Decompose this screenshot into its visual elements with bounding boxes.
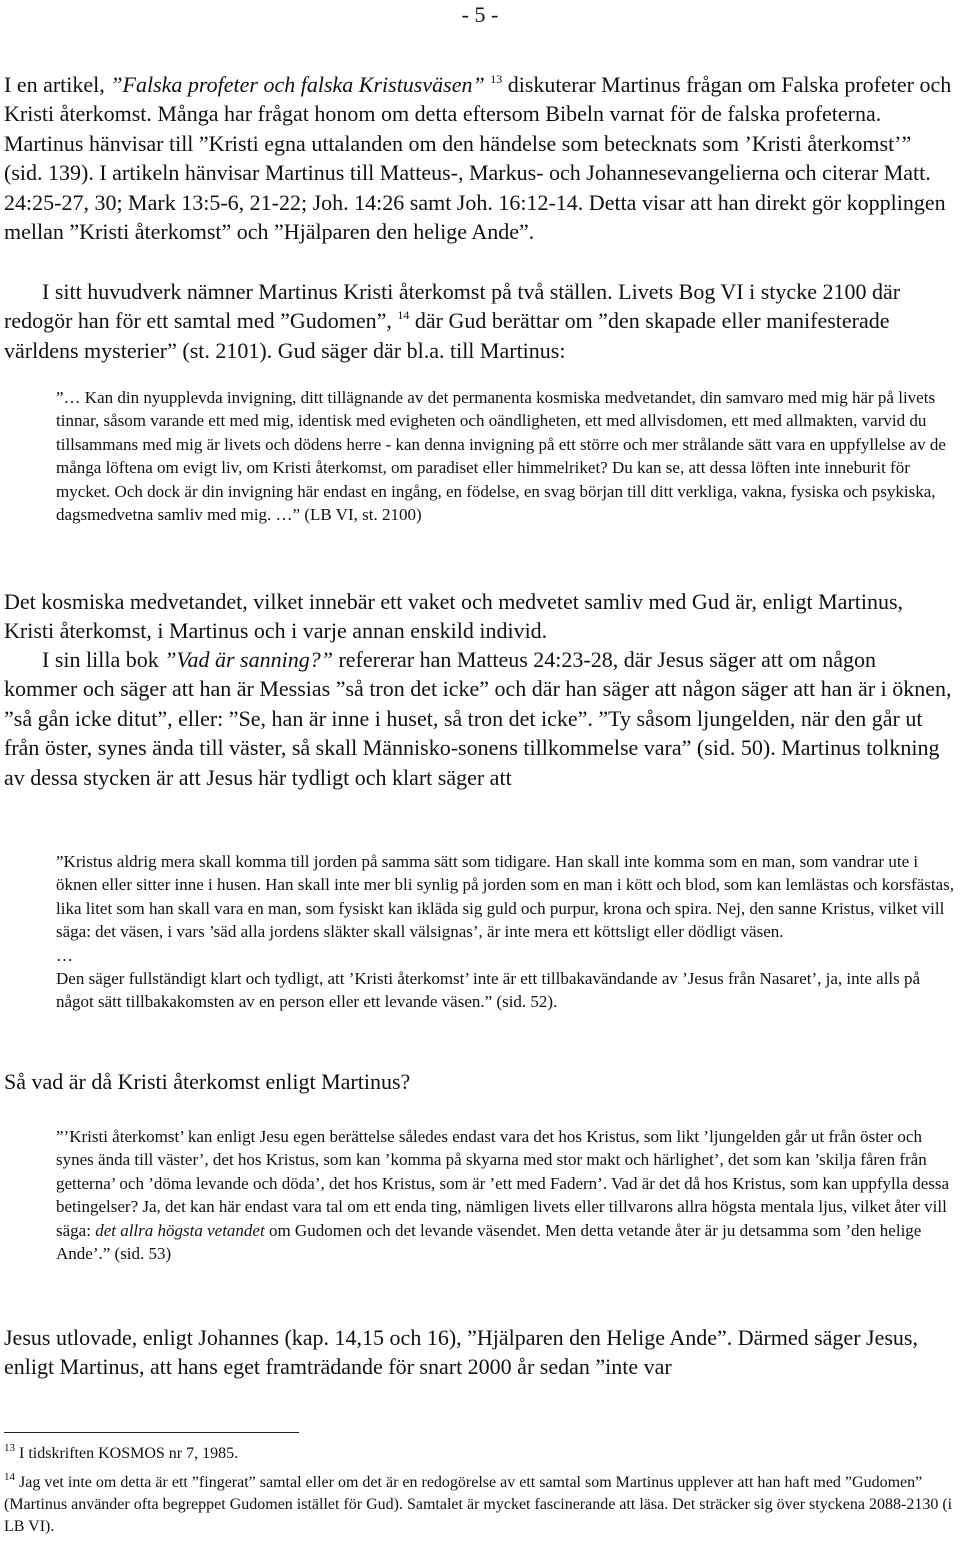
footnote-number: 13 [4, 1442, 15, 1454]
blockquote-kristus [56, 850, 956, 1014]
footnote-divider [4, 1432, 299, 1433]
footnote-text: Jag vet inte om detta är ett ”fingerat” samtal eller om det är en redogörelse av ett samtal som Martinus upplever att han haft med ”Gudomen” (Martinus använder ofta begreppet Gudomen istället för Gud). Samtalet är mycket fascinerande att läsa. Det sträcker sig över styckena 2088-2130 (i LB VI). [4, 1474, 953, 1535]
paragraph-text: diskuterar Martinus frågan om Falska profeter och Kristi återkomst. Många har frågat honom om detta eftersom Bibeln varnat för de falska profeterna. Martinus hänvisar till ”Kristi egna uttalanden om den händelse som betecknats som ’Kristi återkomst’” (sid. 139). I artikeln hänvisar Martinus till Matteus-, Markus- och Johannesevangelierna och citerar Matt. 24:25-27, 30; Mark 13:5-6, 21-22; Joh. 14:26 samt Joh. 16:12-14. Detta visar att han direkt gör kopplingen mellan ”Kristi återkomst” och ”Hjälparen den helige Ande”. [4, 72, 952, 245]
paragraph-text: I en artikel, [4, 72, 111, 97]
footnote-number: 14 [4, 1471, 15, 1483]
footnote-13 [4, 1443, 954, 1465]
page-number: - 5 - [461, 2, 499, 27]
emphasis: det allra högsta vetandet [95, 1220, 265, 1240]
paragraph-text: där Gud berättar om ”den skapade eller manifesterade världens mysterier” (st. 2101). Gud säger där bl.a. till Martinus: [4, 308, 890, 363]
quote-part: Den säger fullständigt klart och tydligt, att ’Kristi återkomst’ inte är ett tillbakavändande av ’Jesus från Nasaret’, ja, inte alls på något sätt tillbakakomsten av en person eller ett levande väsen.” (sid. 52). [56, 969, 921, 1012]
paragraph-text: refererar han Matteus 24:23-28, där Jesus säger att om någon kommer och säger att han är Messias ”så tron det icke” och där han säger att någon säger att han är i öknen, ”så gån icke ditut”, eller: ”Se, han är inne i huset, så tron det icke”. ”Ty såsom ljungelden, när den går ut från öster, synes ända till väster, så skall Människo-sonens tillkommelse vara” (sid. 50). Martinus tolkning av dessa stycken är att Jesus här tydligt och klart säger att [4, 647, 952, 790]
quote-text: ”’Kristi återkomst’ kan enligt Jesu egen berättelse således endast vara det hos Kristus, som likt ’ljungelden går ut från öster och synes ända till väster’, det hos Kristus, som kan ’komma på skyarna med stor makt och härlighet’, det som kan ’skilja fåren från getterna’ och ’döma levande och döda’, det hos Kristus, som är ’ett med Fadern’. Vad är det då hos Kristus, som kan uppfylla dessa betingelser? Ja, det kan här endast vara tal om ett enda ting, nämligen livets eller tillvarons allra högsta mentala ljus, vilket åter vill säga: [56, 1127, 950, 1240]
paragraph-kosmiska-medvetandet: Det kosmiska medvetandet, vilket innebär ett vaket och medvetet samliv med Gud är, enligt Martinus, Kristi återkomst, i Martinus och i varje annan enskild individ. [4, 589, 904, 644]
paragraph-text: I sin lilla bok [42, 647, 165, 672]
footnote-text: I tidskriften KOSMOS nr 7, 1985. [15, 1445, 239, 1462]
blockquote-helige-ande [56, 1125, 956, 1265]
quote-ellipsis: … [56, 945, 73, 965]
book-title: ”Vad är sanning?” [164, 647, 333, 672]
footnote-ref-14: 14 [397, 308, 410, 323]
quote-text: om Gudomen och det levande väsendet. Men detta vetande åter är ju detsamma som ’den helige Ande’.” (sid. 53) [56, 1220, 922, 1264]
footnote-ref-13: 13 [490, 72, 503, 86]
paragraph-huvudverk [4, 277, 954, 365]
blockquote-lb-vi: ”… Kan din nyupplevda invigning, ditt tillägnande av det permanenta kosmiska medvetandet, din samvaro med mig här på livets tinnar, såsom varande ett med mig, identisk med evigheten och oändligheten, ett med allvisdomen, ett med allmakten, varvid du tillsammans med mig är livets och dödens herre - kan denna invigning på ett större och mer strålande sätt vara en uppfyllelse av de många löftena om evigt liv, om Kristi återkomst, om paradiset eller himmelriket? Du kan se, att dessa löften inte inneburit för mycket. Och dock är din invigning här endast en ingång, en födelse, en svag början till ditt verkliga, vakna, fysiska och psykiska, dagsmedvetna samliv med mig. …” (LB VI, st. 2100) [56, 388, 946, 525]
paragraph-jesus-utlovade: Jesus utlovade, enligt Johannes (kap. 14,15 och 16), ”Hjälparen den Helige Ande”. Därmed säger Jesus, enligt Martinus, att hans eget framträdande för snart 2000 år sedan ”inte var [4, 1325, 918, 1380]
paragraph-article-intro [4, 70, 954, 246]
paragraph-vad-ar-sanning [4, 645, 954, 792]
quote-part: ”Kristus aldrig mera skall komma till jorden på samma sätt som tidigare. Han skall inte komma som en man, som vandrar ute i öknen eller sitter inne i husen. Han skall inte mer bli synlig på jorden som en man i kött och blod, som kan lemlästas och korsfästas, lika litet som han skall vara en man, som fysiskt kan ikläda sig guld och purpur, krona och spira. Nej, den sanne Kristus, vilket vill säga: det väsen, i vars ’säd alla jordens släkter skall välsignas’, är inte mera ett köttsligt eller dödligt väsen. [56, 852, 954, 942]
question-heading: Så vad är då Kristi återkomst enligt Martinus? [4, 1069, 411, 1094]
article-title: ”Falska profeter och falska Kristusväsen” [110, 72, 485, 97]
paragraph-text: I sitt huvudverk nämner Martinus Kristi återkomst på två ställen. Livets Bog VI i stycke 2100 där redogör han för ett samtal med ”Gudomen”, [4, 279, 901, 334]
footnote-14 [4, 1472, 954, 1538]
